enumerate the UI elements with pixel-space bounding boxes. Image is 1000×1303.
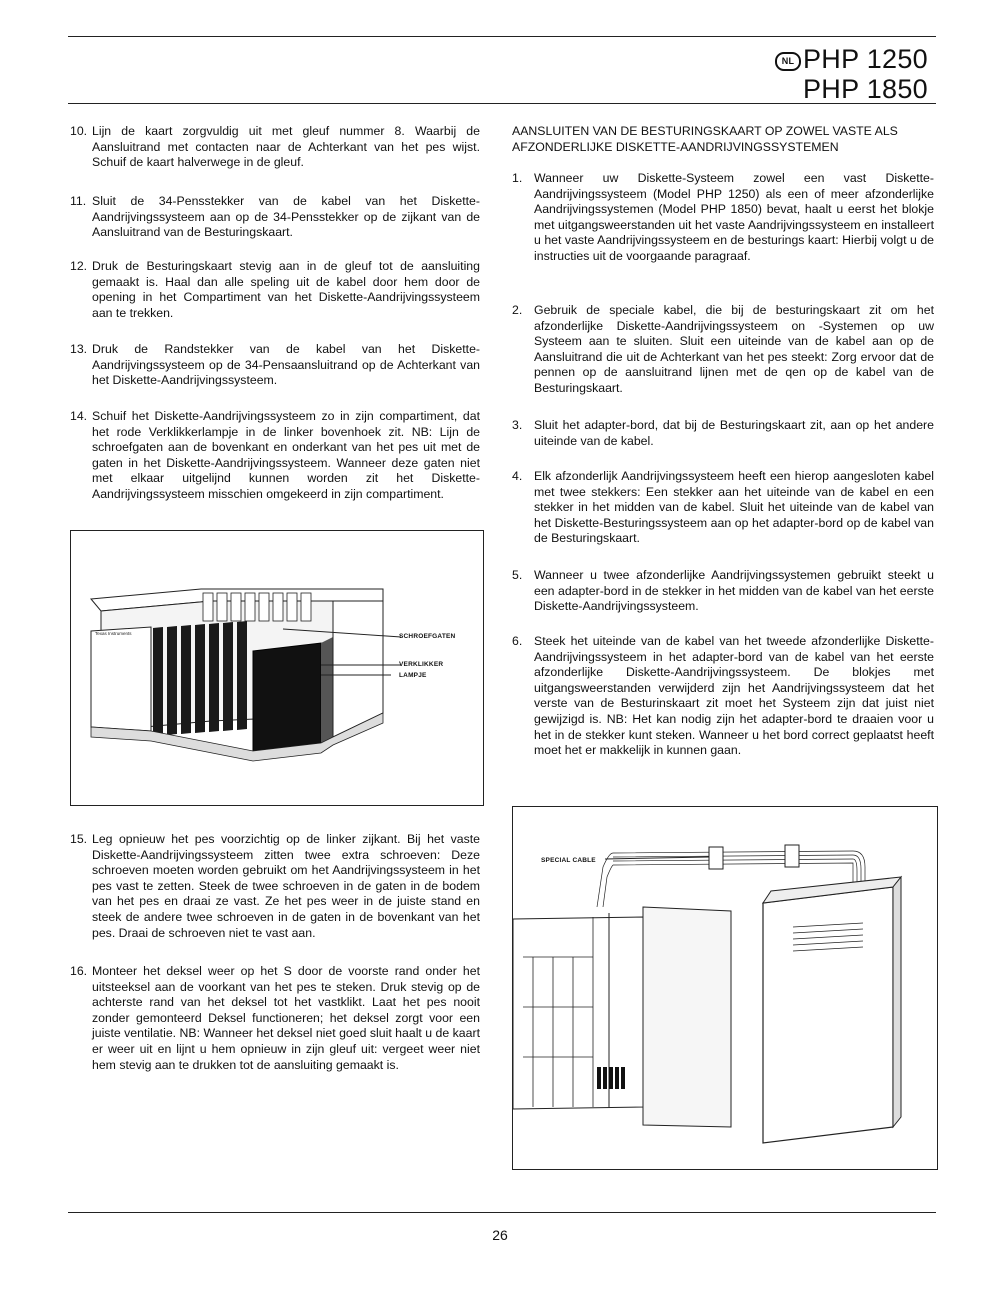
section-heading-line-1: AANSLUITEN VAN DE BESTURINGSKAART OP ZOWEL VASTE ALS	[512, 124, 898, 138]
model-1250: PHP 1250	[803, 44, 928, 74]
step-text: Schuif het Diskette-Aandrijvingssysteem zo in zijn compartiment, dat het rode Verklikkerlampje in de linker bovenhoek zit. NB: Lijn de schroefgaten aan de bovenkant en onderkant van het pes uit met de gaten in het Diskette-Aandrijvingssysteem. Wanneer deze gaten niet met elkaar uitgelijnd kunnen worden zit het Diskette-Aandrijvingssysteem misschien omgekeerd in zijn compartiment.	[92, 409, 480, 501]
callout-indicator-2: LAMPJE	[399, 672, 427, 679]
step-number: 16.	[70, 964, 88, 978]
figure-computer-chassis	[70, 530, 484, 806]
language-badge: NL	[775, 52, 801, 71]
page-number: 26	[492, 1227, 508, 1243]
figure-special-cable	[512, 806, 938, 1170]
step-number: 15.	[70, 832, 88, 846]
step-text: Druk de Randstekker van de kabel van het Diskette-Aandrijvingssysteem op de 34-Pensaansluitrand op de Achterkant van het Diskette-Aandrijvingssysteem.	[92, 342, 480, 388]
page-header	[775, 44, 928, 104]
step-number: 10.	[70, 124, 88, 138]
callout-special-cable: SPECIAL CABLE	[541, 857, 596, 864]
step-text: Wanneer u twee afzonderlijke Aandrijvingssystemen gebruikt steekt u een adapter-bord in de stekker in het midden van de kabel van het eerste Diskette-Aandrijvingssysteem.	[534, 568, 934, 614]
step-text: Druk de Besturingskaart stevig aan in de gleuf tot de aansluiting gemaakt is. Haal dan alle speling uit de kabel door hem door de opening in het Compartiment van het Diskette-Aandrijvingssysteem aan te trekken.	[92, 259, 480, 320]
step-number: 2.	[512, 303, 523, 317]
step-number: 14.	[70, 409, 88, 423]
step-number: 4.	[512, 469, 523, 483]
right-column	[512, 124, 936, 784]
section-heading-line-2: AFZONDERLIJKE DISKETTE-AANDRIJVINGSSYSTEMEN	[512, 139, 839, 154]
step-number: 1.	[512, 171, 523, 185]
step-number: 5.	[512, 568, 523, 582]
step-text: Elk afzonderlijk Aandrijvingssysteem heeft een hierop aangesloten kabel met twee stekkers: Een stekker aan het uiteinde van de kabel en een stekker in het midden van de kabel. Sluit het uiteinde van de kabel van het Diskette-Besturingssysteem aan op het adapter-bord op de kabel van de Besturingskaart.	[534, 469, 934, 546]
chassis-illustration	[71, 531, 483, 805]
left-column	[70, 124, 482, 514]
inserted-cards	[153, 621, 247, 736]
step-text: Wanneer uw Diskette-Systeem zowel een vast Diskette-Aandrijvingssysteem (Model PHP 1250) als een of meer afzonderlijke Aandrijvingssystemen (Model PHP 1850) bevat, haalt u eerst het blokje met uitgangsweerstanden uit het vaste Aandrijvingssysteem en installeert u het vaste Aandrijvingssysteem en de besturings kaart: Hierbij volgt u de instructies uit de voorgaande paragraaf.	[534, 171, 934, 263]
step-text: Sluit de 34-Pensstekker van de kabel van het Diskette-Aandrijvingssysteem aan op de 34-Pensstekker op de zijkant van de Aansluitrand van de Besturingskaart.	[92, 194, 480, 240]
diskette-drive-unit	[253, 643, 321, 751]
header-rule	[68, 103, 936, 104]
top-rule	[68, 36, 936, 37]
step-number: 11.	[70, 194, 87, 208]
callout-indicator-1: VERKLIKKER	[399, 661, 444, 668]
step-text: Leg opnieuw het pes voorzichtig op de linker zijkant. Bij het vaste Diskette-Aandrijvingssysteem zitten twee extra schroeven: Deze schroeven moeten worden gebruikt om het Aandrijvingssysteem in het pes vast te zetten. Steek de twee schroeven in de gaten in de bodem van het pes en draai ze vast. Ze het pes weer in de juiste stand en steek de andere twee schroeven in de gaten in de bovenkant van het pes. Draai de schroeven niet te vast aan.	[92, 832, 480, 940]
step-number: 3.	[512, 418, 523, 432]
header-line-1	[775, 44, 928, 74]
step-number: 13.	[70, 342, 88, 356]
bottom-rule	[68, 1212, 936, 1213]
step-text: Monteer het deksel weer op het S door de voorste rand onder het uitsteeksel aan de voorkant van het pes te steken. Druk stevig op de achterste rand van het deksel tot het vastklikt. Laat het pes nooit zonder gemonteerd Deksel functioneren; het deksel zorgt voor een juiste ventilatie. NB: Wanneer het deksel niet goed sluit haalt u de kaart er weer uit en lijnt u hem opnieuw in zijn gleuf uit: vergeet weer niet hem stevig aan te drukken tot de aansluiting gemaakt is.	[92, 964, 480, 1072]
model-1850: PHP 1850	[803, 74, 928, 104]
step-number: 12.	[70, 259, 88, 273]
step-text: Sluit het adapter-bord, dat bij de Besturingskaart zit, aan op het andere uiteinde van de kabel.	[534, 418, 934, 448]
left-column-bottom	[70, 832, 482, 1102]
step-text: Steek het uiteinde van de kabel van het tweede afzonderlijke Diskette-Aandrijvingssysteem in het adapter-bord van de kabel van het eerste afzonderlijke Diskette-Aandrijvingssysteem. De blokjes met uitgangsweerstanden verwijderd zijn het Aandrijvingssysteem dat het verste van de Besturinskaart zit moet het Systeem zijn dat juist niet gewijzigd is. NB: Het kan nodig zijn het adapter-bord te draaien voor u het in de stekker kunt steken. Wanneer u het bord correct geplaatst heeft moet het er makkelijk in kunnen gaan.	[534, 634, 934, 758]
callout-screw-holes: SCHROEFGATEN	[399, 633, 456, 640]
step-text: Lijn de kaart zorgvuldig uit met gleuf nummer 8. Waarbij de Aansluitrand met contacten naar de Achterkant van het pes wijst. Schuif de kaart halverwege in de gleuf.	[92, 124, 480, 170]
step-text: Gebruik de speciale kabel, die bij de besturingskaart zit om het afzonderlijke Diskette-Aandrijvingssysteem on -Systemen op uw Systeem aan te sluiten. Sluit een uiteinde van de kabel aan op de Aansluitrand die uit de Achterkant van het pes steekt: Zorg ervoor dat de pennen op de aansluitrand lijnen met de qen op de kabel van de Besturingskaart.	[534, 303, 934, 395]
brand-label: Texas Instruments	[95, 631, 132, 636]
section-heading	[512, 124, 932, 155]
step-number: 6.	[512, 634, 523, 648]
